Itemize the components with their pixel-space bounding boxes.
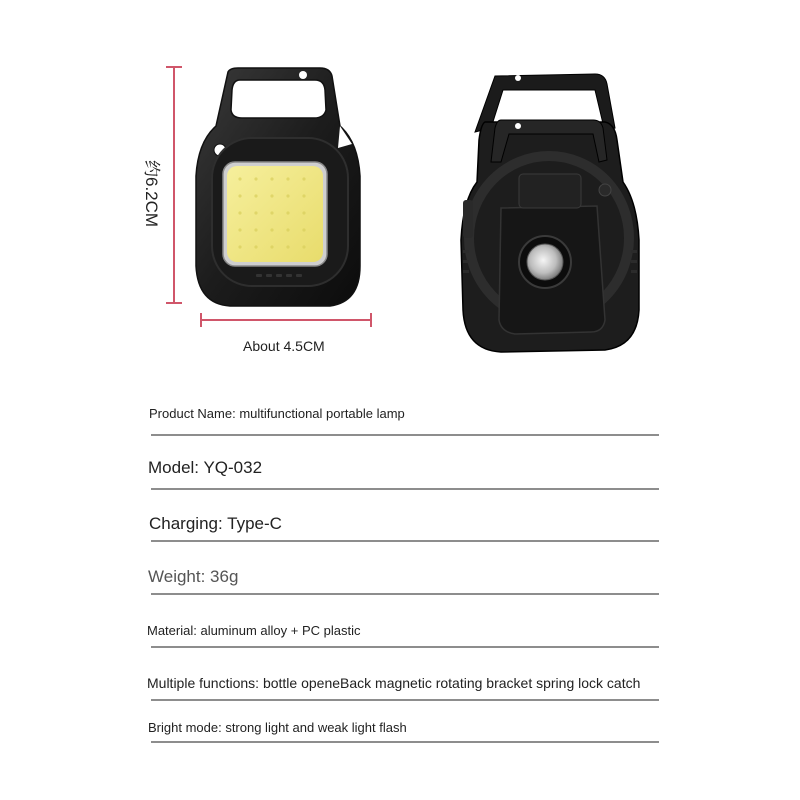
spec-bright-mode: Bright mode: strong light and weak light flash — [148, 720, 407, 735]
spec-separator — [151, 540, 659, 542]
spec-separator — [151, 646, 659, 648]
spec-separator — [151, 593, 659, 595]
spec-material: Material: aluminum alloy + PC plastic — [147, 623, 361, 638]
lamp-front-view — [190, 66, 365, 310]
spec-charging: Charging: Type-C — [149, 514, 282, 533]
lamp-back-view — [455, 70, 645, 356]
width-dimension-line — [200, 311, 372, 329]
spec-separator — [151, 741, 659, 743]
spec-separator — [151, 434, 659, 436]
spec-separator — [151, 699, 659, 701]
width-dimension-label: About 4.5CM — [243, 338, 325, 354]
spec-separator — [151, 488, 659, 490]
spec-model: Model: YQ-032 — [148, 458, 263, 477]
spec-weight: Weight: 36g — [148, 567, 239, 586]
spec-product-name: Product Name: multifunctional portable lamp — [149, 406, 405, 421]
height-dimension-label: 约6.2CM — [142, 160, 161, 228]
spec-functions: Multiple functions: bottle openeBack magnetic rotating bracket spring lock catch — [147, 675, 641, 691]
